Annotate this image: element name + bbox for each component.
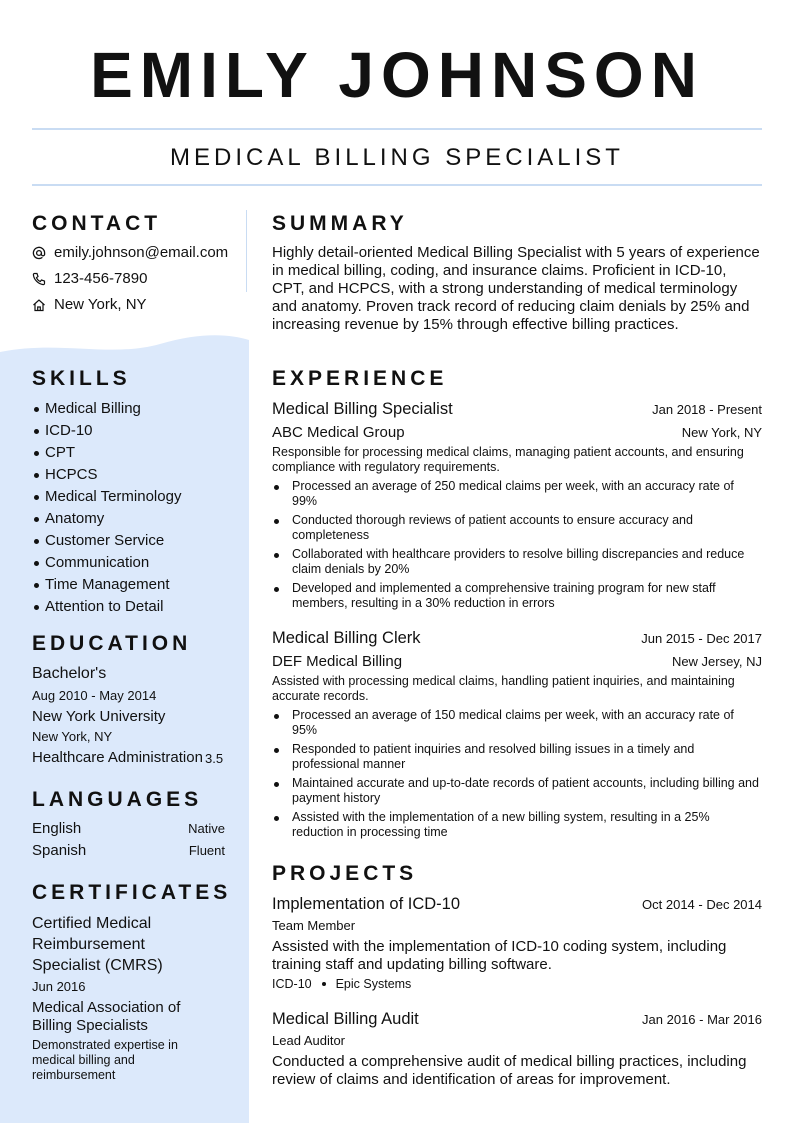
project-tag: ICD-10 [272,977,312,991]
projects-heading: PROJECTS [272,862,418,885]
contact-phone[interactable] [32,270,147,287]
language-level: Fluent [188,843,225,858]
project-role: Team Member [272,918,356,933]
skill-item: Medical Billing [32,398,181,420]
email-text: emily.johnson@email.com [54,244,229,261]
job-company: DEF Medical Billing [272,653,403,670]
skill-item: Customer Service [32,530,181,552]
language-level: Native [188,821,225,836]
project-role: Lead Auditor [272,1033,346,1048]
contact-email[interactable] [32,244,228,261]
education-gpa: 3.5 [205,751,224,766]
project-description: Conducted a comprehensive audit of medical billing practices, including review of claims and identification of areas for improvement. [272,1053,747,1088]
header-top-rule [32,128,762,130]
job-bullet: Maintained accurate and up-to-date records of patient accounts, including billing and payment history [272,776,762,806]
tag-separator [322,982,326,986]
phone-icon [32,272,46,286]
project-description: Assisted with the implementation of ICD-10 coding system, including training staff and updating billing software. [272,938,727,973]
project-header [272,895,762,914]
job-bullet: Processed an average of 150 medical claims per week, with an accuracy rate of 95% [272,708,762,738]
certificate-name: Certified Medical Reimbursement Specialist (CMRS) [32,915,163,974]
job-company: ABC Medical Group [272,424,405,441]
phone-text: 123-456-7890 [54,270,148,287]
skill-item: Anatomy [32,508,181,530]
certificates-heading: CERTIFICATES [32,881,232,904]
skill-item: Time Management [32,574,181,596]
job-location: New Jersey, NJ [671,654,762,669]
job-bullet: Conducted thorough reviews of patient accounts to ensure accuracy and completeness [272,513,762,543]
certificate-issuer: Medical Association of Billing Specialists [32,999,181,1034]
languages-heading: LANGUAGES [32,788,203,811]
project-tags [272,977,411,991]
skill-item: HCPCS [32,464,181,486]
job-bullet: Collaborated with healthcare providers to resolve billing discrepancies and reduce claim denials by 20% [272,547,762,577]
education-heading: EDUCATION [32,632,192,655]
job-bullet: Responded to patient inquiries and resolved billing issues in a timely and professional manner [272,742,762,772]
language-name: English [32,820,82,837]
job-role: Medical Billing Specialist [272,400,453,418]
skill-item: CPT [32,442,181,464]
project-tag: Epic Systems [335,977,412,991]
job-dates: Jan 2018 - Present [652,402,762,417]
experience-heading: EXPERIENCE [272,367,448,390]
contact-location [32,296,147,313]
language-name: Spanish [32,842,87,859]
project-header [272,1010,762,1029]
job-bullet: Developed and implemented a comprehensive training program for new staff members, resulting in a 30% reduction in errors [272,581,762,611]
education-dates: Aug 2010 - May 2014 [32,688,157,703]
home-icon [32,298,46,312]
sidebar-divider [246,210,247,292]
skills-heading: SKILLS [32,367,131,390]
job-description: Responsible for processing medical claims, managing patient accounts, and ensuring compliance with regulatory requirements. [272,445,744,474]
job-header [272,629,762,648]
at-icon [32,246,46,260]
project-dates: Oct 2014 - Dec 2014 [642,897,762,912]
skill-item: ICD-10 [32,420,181,442]
job-location: New York, NY [681,425,762,440]
skills-list [32,398,181,618]
job-bullet: Assisted with the implementation of a new billing system, resulting in a 25% reduction in processing time [272,810,762,840]
job-company-row [272,653,762,670]
job-dates: Jun 2015 - Dec 2017 [641,631,762,646]
project-dates: Jan 2016 - Mar 2016 [642,1012,762,1027]
project-name: Implementation of ICD-10 [272,895,461,913]
certificate-description: Demonstrated expertise in medical billing and reimbursement [32,1038,178,1082]
education-field: Healthcare Administration [32,749,203,766]
job-role: Medical Billing Clerk [272,629,421,647]
location-text: New York, NY [54,296,147,313]
job-header [272,400,762,419]
skill-item: Medical Terminology [32,486,181,508]
job-bullet: Processed an average of 250 medical claims per week, with an accuracy rate of 99% [272,479,762,509]
candidate-name: EMILY JOHNSON [90,39,704,111]
education-school: New York University [32,708,166,725]
job-company-row [272,424,762,441]
education-degree: Bachelor's [32,665,107,682]
summary-heading: SUMMARY [272,212,408,235]
header-bottom-rule [32,184,762,186]
contact-heading: CONTACT [32,212,162,235]
job-title: MEDICAL BILLING SPECIALIST [170,144,624,171]
job-description: Assisted with processing medical claims, handling patient inquiries, and maintaining accurate records. [272,674,735,703]
summary-text: Highly detail-oriented Medical Billing Specialist with 5 years of experience in medical billing, coding, and insurance claims. Proficient in ICD-10, CPT, and HCPCS, with a strong understanding of medical terminology and anatomy. Proven track record of reducing claim denials by 25% and increasing revenue by 15% through effective billing practices. [272,244,760,333]
project-name: Medical Billing Audit [272,1010,419,1028]
skill-item: Attention to Detail [32,596,181,618]
education-location: New York, NY [32,729,113,744]
skill-item: Communication [32,552,181,574]
certificate-date: Jun 2016 [32,979,86,994]
